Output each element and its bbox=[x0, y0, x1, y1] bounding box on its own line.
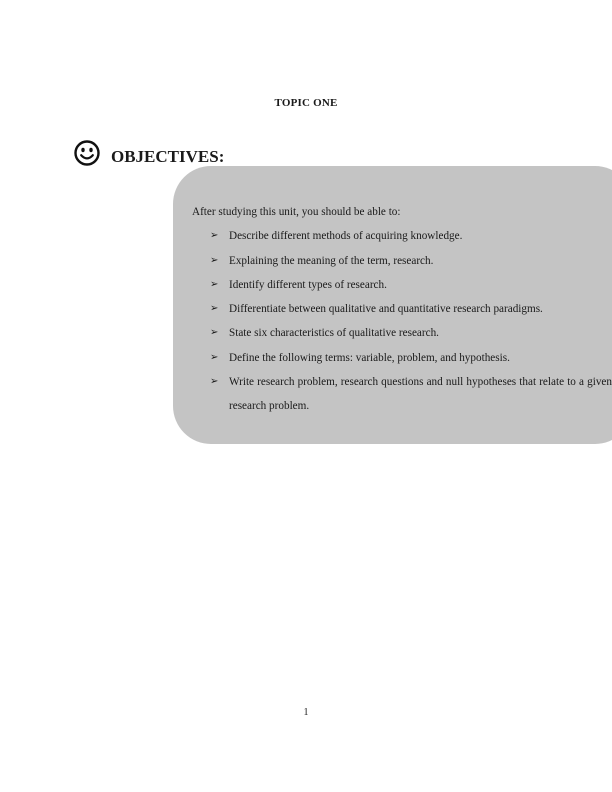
arrowhead-bullet-icon: ➢ bbox=[210, 230, 219, 242]
objective-item: ➢ Identify different types of research. bbox=[192, 273, 612, 297]
arrowhead-bullet-icon: ➢ bbox=[210, 278, 219, 290]
arrowhead-bullet-icon: ➢ bbox=[210, 376, 219, 388]
topic-title: TOPIC ONE bbox=[274, 97, 338, 109]
objective-item: ➢ Define the following terms: variable, problem, and hypothesis. bbox=[192, 346, 612, 370]
arrowhead-bullet-icon: ➢ bbox=[210, 351, 219, 363]
objective-item: ➢ Explaining the meaning of the term, research. bbox=[192, 249, 612, 273]
objectives-heading bbox=[73, 138, 224, 167]
page-number: 1 bbox=[303, 707, 309, 718]
arrowhead-bullet-icon: ➢ bbox=[210, 303, 219, 315]
objective-item: ➢ Differentiate between qualitative and quantitative research paradigms. bbox=[192, 297, 612, 321]
objectives-list bbox=[192, 224, 612, 418]
objectives-intro: After studying this unit, you should be able to: bbox=[192, 206, 401, 218]
objectives-label: OBJECTIVES: bbox=[111, 147, 225, 166]
objective-item: ➢ Write research problem, research questions and null hypotheses that relate to a given research problem. bbox=[192, 370, 612, 419]
objective-item: ➢ State six characteristics of qualitative research. bbox=[192, 321, 612, 345]
objective-item: ➢ Describe different methods of acquiring knowledge. bbox=[192, 224, 612, 248]
arrowhead-bullet-icon: ➢ bbox=[210, 327, 219, 339]
arrowhead-bullet-icon: ➢ bbox=[210, 254, 219, 266]
smiley-face-icon bbox=[73, 139, 101, 167]
objectives-content bbox=[192, 200, 612, 419]
